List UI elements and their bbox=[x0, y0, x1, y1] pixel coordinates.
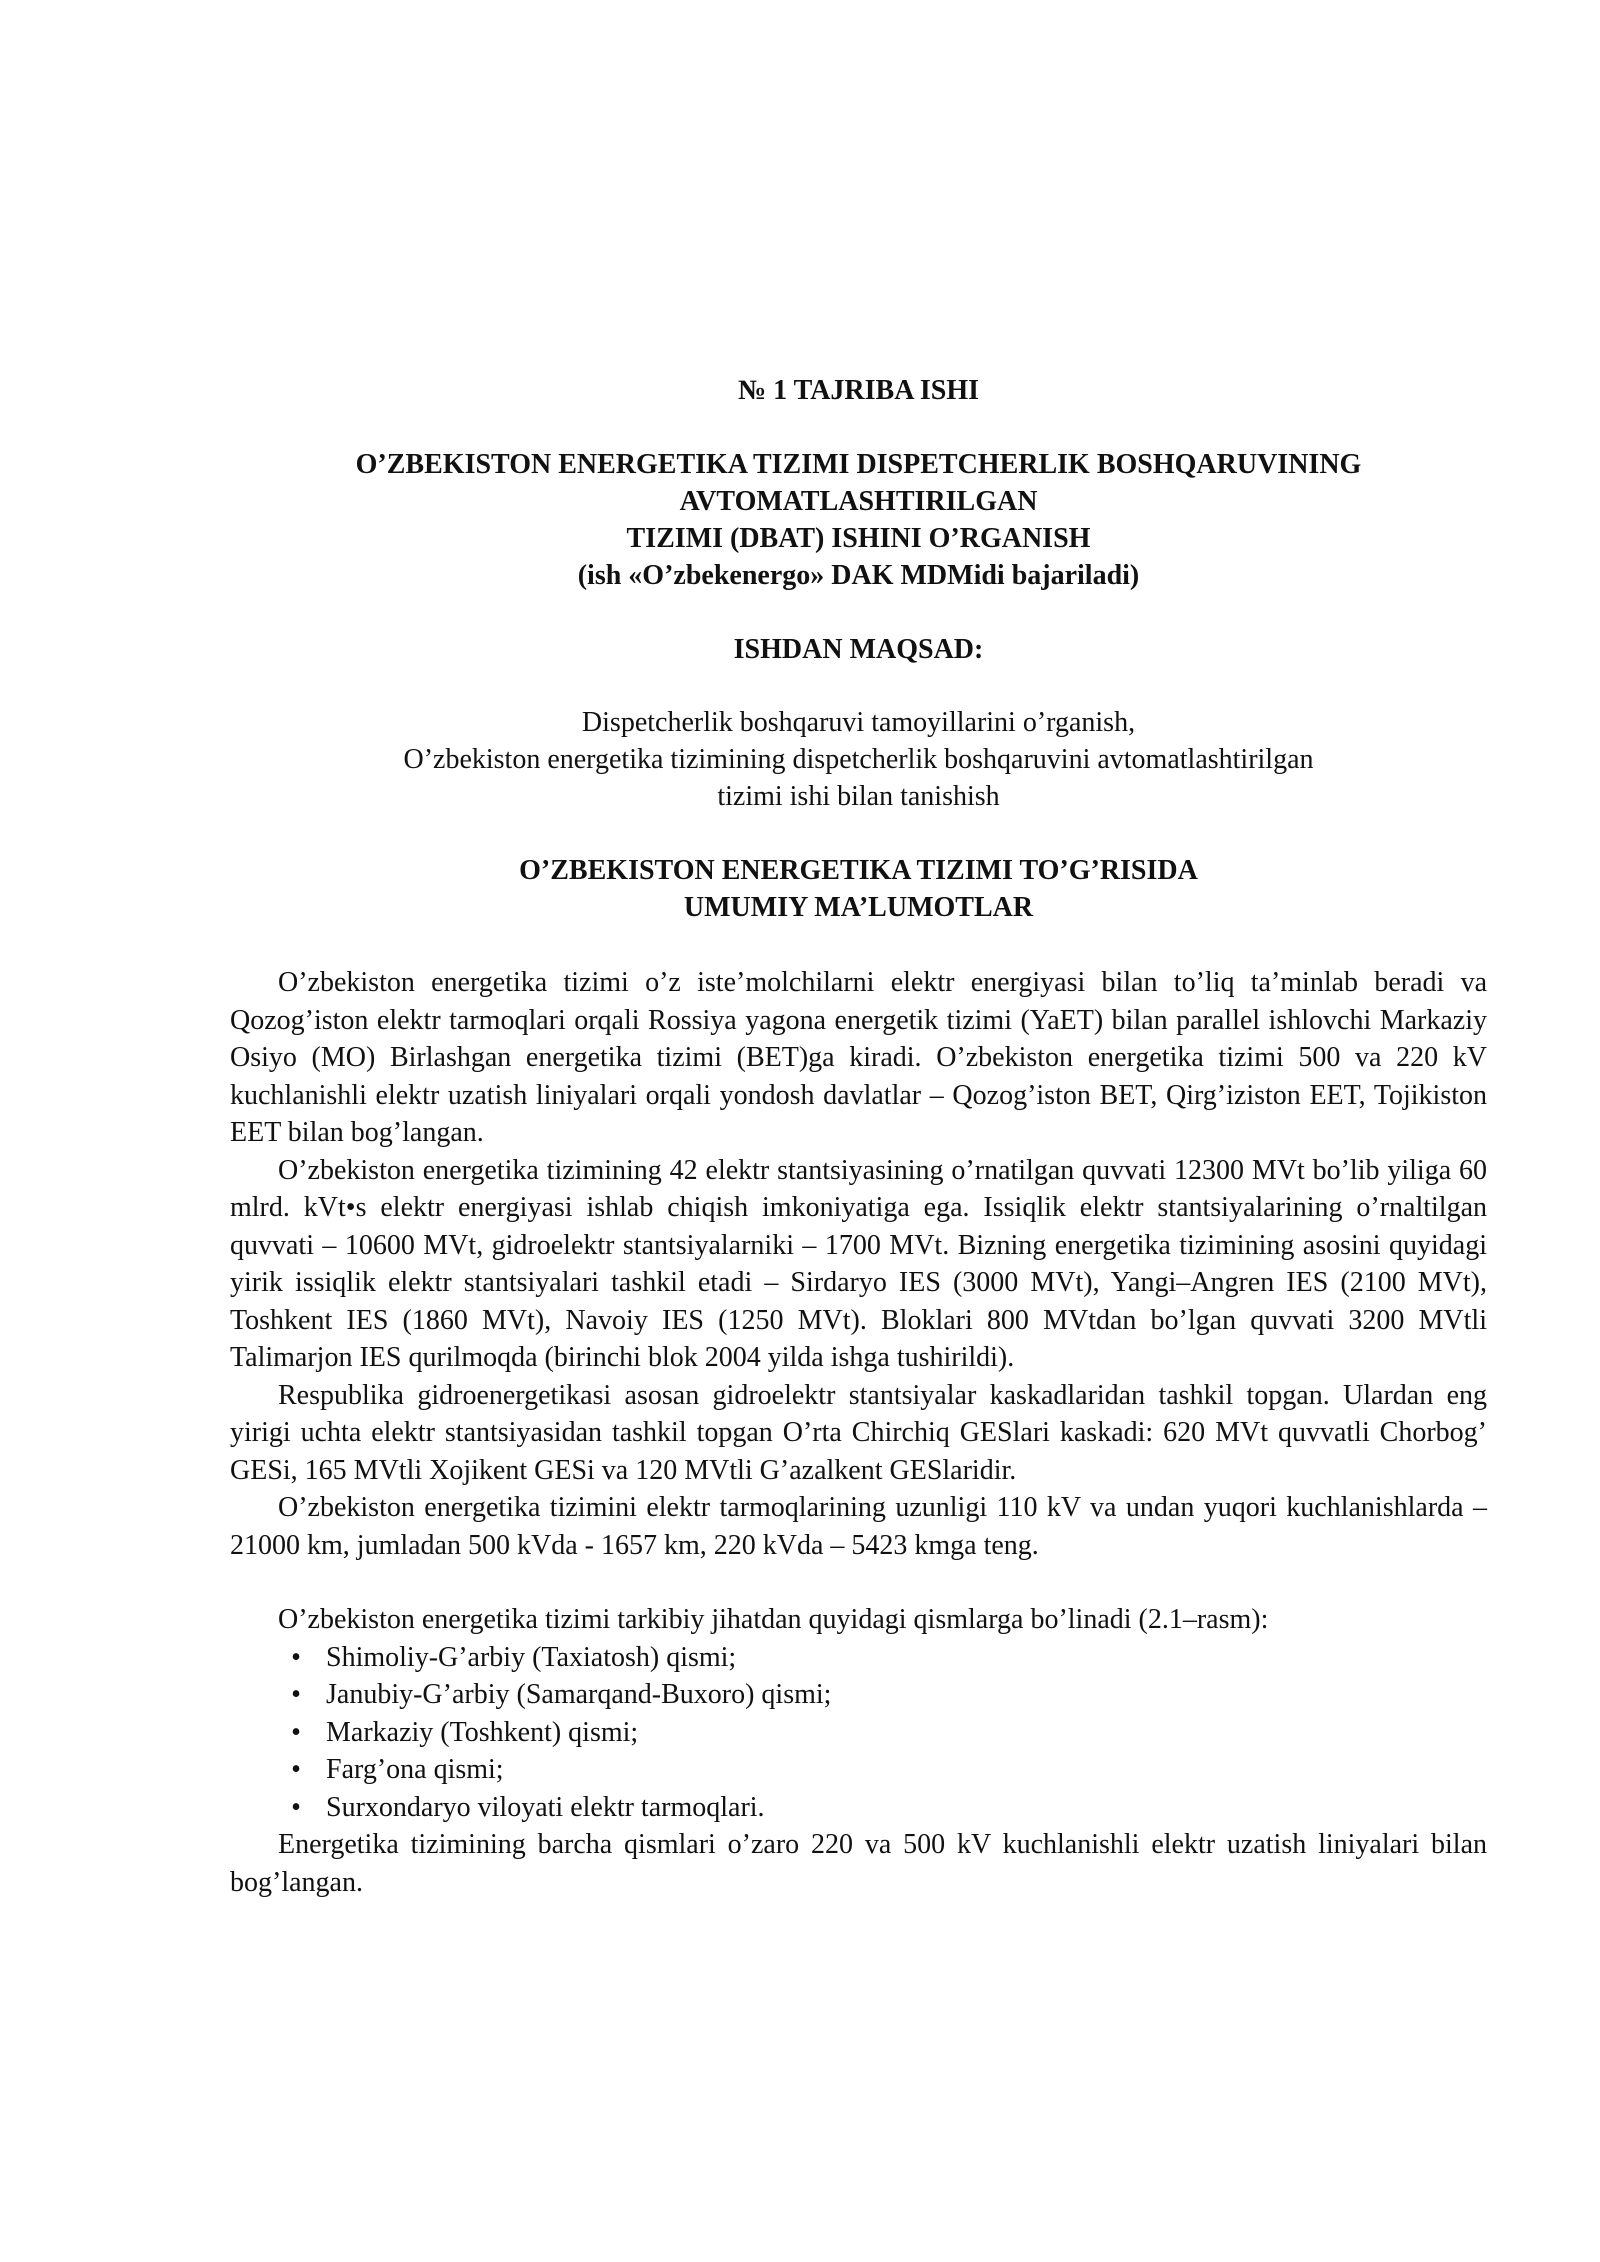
paragraph-energy-system-overview: O’zbekiston energetika tizimi o’z iste’molchilarni elektr energiyasi bilan to’liq ta’minlab beradi va Qozog’iston elektr tarmoqlari orqali Rossiya yagona energetik tizimi (YaET) bilan parallel ishlovchi Markaziy Osiyo (MO) Birlashgan energetika tizimi (BET)ga kiradi. O’zbekiston energetika tizimi 500 va 220 kV kuchlanishli elektr uzatish liniyalari orqali yondosh davlatlar – Qozog’iston BET, Qirg’iziston EET, Tojikiston EET bilan bog’langan. bbox=[230, 967, 1487, 1148]
section-title-line: O’ZBEKISTON ENERGETIKA TIZIMI DISPETCHERLIK BOSHQARUVINING bbox=[355, 449, 1362, 480]
section-title-line: (ish «O’zbekenergo» DAK MDMidi bajariladi) bbox=[577, 560, 1140, 591]
bullet-icon: • bbox=[291, 1679, 301, 1710]
section-title-line: AVTOMATLASHTIRILGAN bbox=[679, 486, 1038, 517]
list-item bbox=[291, 1676, 1487, 1714]
bullet-icon: • bbox=[291, 1641, 301, 1673]
list-item-text: Surxondaryo viloyati elektr tarmoqlari. bbox=[326, 1791, 765, 1823]
section-title-line: TIZIMI (DBAT) ISHINI O’RGANISH bbox=[626, 523, 1091, 554]
work-number-title-text: № 1 TAJRIBA ISHI bbox=[737, 375, 980, 406]
general-info-title-line: UMUMIY MA’LUMOTLAR bbox=[683, 892, 1034, 923]
paragraph-parts-intro: O’zbekiston energetika tizimi tarkibiy jihatdan quyidagi qismlarga bo’linadi (2.1–rasm): bbox=[278, 1604, 1269, 1635]
goal-title bbox=[230, 631, 1487, 668]
bullet-icon: • bbox=[291, 1791, 301, 1823]
list-item-text: Markaziy (Toshkent) qismi; bbox=[326, 1716, 639, 1748]
list-item bbox=[291, 1714, 1487, 1752]
bullet-icon: • bbox=[291, 1716, 301, 1748]
paragraph-power-stations: O’zbekiston energetika tizimining 42 elektr stantsiyasining o’rnatilgan quvvati 12300 MVt bo’lib yiliga 60 mlrd. kVt•s elektr energiyasi ishlab chiqish imkoniyatiga ega. Issiqlik elektr stantsiyalarining o’rnaltilgan quvvati – 10600 MVt, gidroelektr stantsiyalarniki – 1700 MVt. Bizning energetika tizimining asosini quyidagi yirik issiqlik elektr stantsiyalari tashkil etadi – Sirdaryo IES (3000 MVt), Yangi–Angren IES (2100 MVt), Toshkent IES (1860 MVt), Navoiy IES (1250 MVt). Bloklari 800 MVtdan bo’lgan quvvati 3200 MVtli Talimarjon IES qurilmoqda (birinchi blok 2004 yilda ishga tushirildi). bbox=[230, 1154, 1487, 1373]
paragraph-hydropower: Respublika gidroenergetikasi asosan gidroelektr stantsiyalar kaskadlaridan tashkil topgan. Ulardan eng yirigi uchta elektr stantsiyasidan tashkil topgan O’rta Chirchiq GESlari kaskadi: 620 MVt quvvatli Chorbog’ GESi, 165 MVtli Xojikent GESi va 120 MVtli G’azalkent GESlaridir. bbox=[230, 1379, 1487, 1486]
list-item bbox=[291, 1751, 1487, 1789]
bullet-icon: • bbox=[291, 1754, 301, 1785]
general-info-title bbox=[230, 852, 1487, 926]
goal-line: Dispetcherlik boshqaruvi tamoyillarini o’rganish, bbox=[581, 707, 1136, 738]
paragraph-closing: Energetika tizimining barcha qismlari o’zaro 220 va 500 kV kuchlanishli elektr uzatish liniyalari bilan bog’langan. bbox=[230, 1829, 1487, 1898]
work-number-title bbox=[230, 372, 1487, 409]
list-item-text: Farg’ona qismi; bbox=[326, 1754, 504, 1785]
list-item-text: Shimoliy-G’arbiy (Taxiatosh) qismi; bbox=[326, 1641, 737, 1673]
paragraph-network-length: O’zbekiston energetika tizimini elektr tarmoqlarining uzunligi 110 kV va undan yuqori kuchlanishlarda – 21000 km, jumladan 500 kVda - 1657 km, 220 kVda – 5423 kmga teng. bbox=[230, 1492, 1487, 1561]
goal-title-text: ISHDAN MAQSAD: bbox=[733, 634, 984, 665]
section-title bbox=[230, 446, 1487, 594]
list-item bbox=[291, 1639, 1487, 1677]
general-info-title-line: O’ZBEKISTON ENERGETIKA TIZIMI TO’G’RISIDA bbox=[519, 855, 1198, 886]
list-item bbox=[291, 1789, 1487, 1827]
system-parts-list bbox=[230, 1639, 1487, 1827]
list-item-text: Janubiy-G’arbiy (Samarqand-Buxoro) qismi; bbox=[326, 1679, 832, 1710]
goal-line: O’zbekiston energetika tizimining dispetcherlik boshqaruvini avtomatlashtirilgan bbox=[403, 744, 1314, 775]
document-content bbox=[230, 372, 1487, 1901]
goal-description bbox=[230, 704, 1487, 815]
goal-line: tizimi ishi bilan tanishish bbox=[717, 781, 1000, 812]
